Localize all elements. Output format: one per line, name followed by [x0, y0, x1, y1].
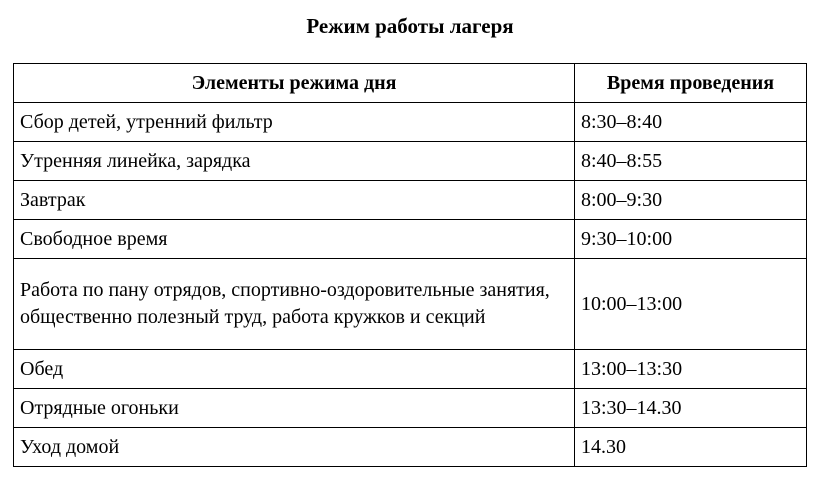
- time-cell: 13:00–13:30: [575, 350, 807, 389]
- table-header-row: [14, 64, 807, 103]
- table-row: [14, 220, 807, 259]
- activity-cell: Уход домой: [14, 428, 575, 467]
- schedule-table: [13, 63, 807, 467]
- activity-cell: Обед: [14, 350, 575, 389]
- table-row: [14, 103, 807, 142]
- table-row: [14, 389, 807, 428]
- time-cell: 8:30–8:40: [575, 103, 807, 142]
- activity-cell: Работа по пану отрядов, спортивно-оздоровительные занятия, общественно полезный труд, работа кружков и секций: [14, 259, 575, 350]
- column-header-activity: Элементы режима дня: [14, 64, 575, 103]
- time-cell: 8:40–8:55: [575, 142, 807, 181]
- activity-cell: Завтрак: [14, 181, 575, 220]
- time-cell: 14.30: [575, 428, 807, 467]
- activity-cell: Сбор детей, утренний фильтр: [14, 103, 575, 142]
- column-header-time: Время проведения: [575, 64, 807, 103]
- table-row: [14, 181, 807, 220]
- table-row: [14, 350, 807, 389]
- document-title: Режим работы лагеря: [306, 14, 514, 38]
- time-cell: 9:30–10:00: [575, 220, 807, 259]
- activity-cell: Отрядные огоньки: [14, 389, 575, 428]
- activity-cell: Свободное время: [14, 220, 575, 259]
- activity-cell: Утренняя линейка, зарядка: [14, 142, 575, 181]
- table-row: [14, 428, 807, 467]
- table-row: [14, 142, 807, 181]
- time-cell: 13:30–14.30: [575, 389, 807, 428]
- time-cell: 10:00–13:00: [575, 259, 807, 350]
- time-cell: 8:00–9:30: [575, 181, 807, 220]
- table-row: [14, 259, 807, 350]
